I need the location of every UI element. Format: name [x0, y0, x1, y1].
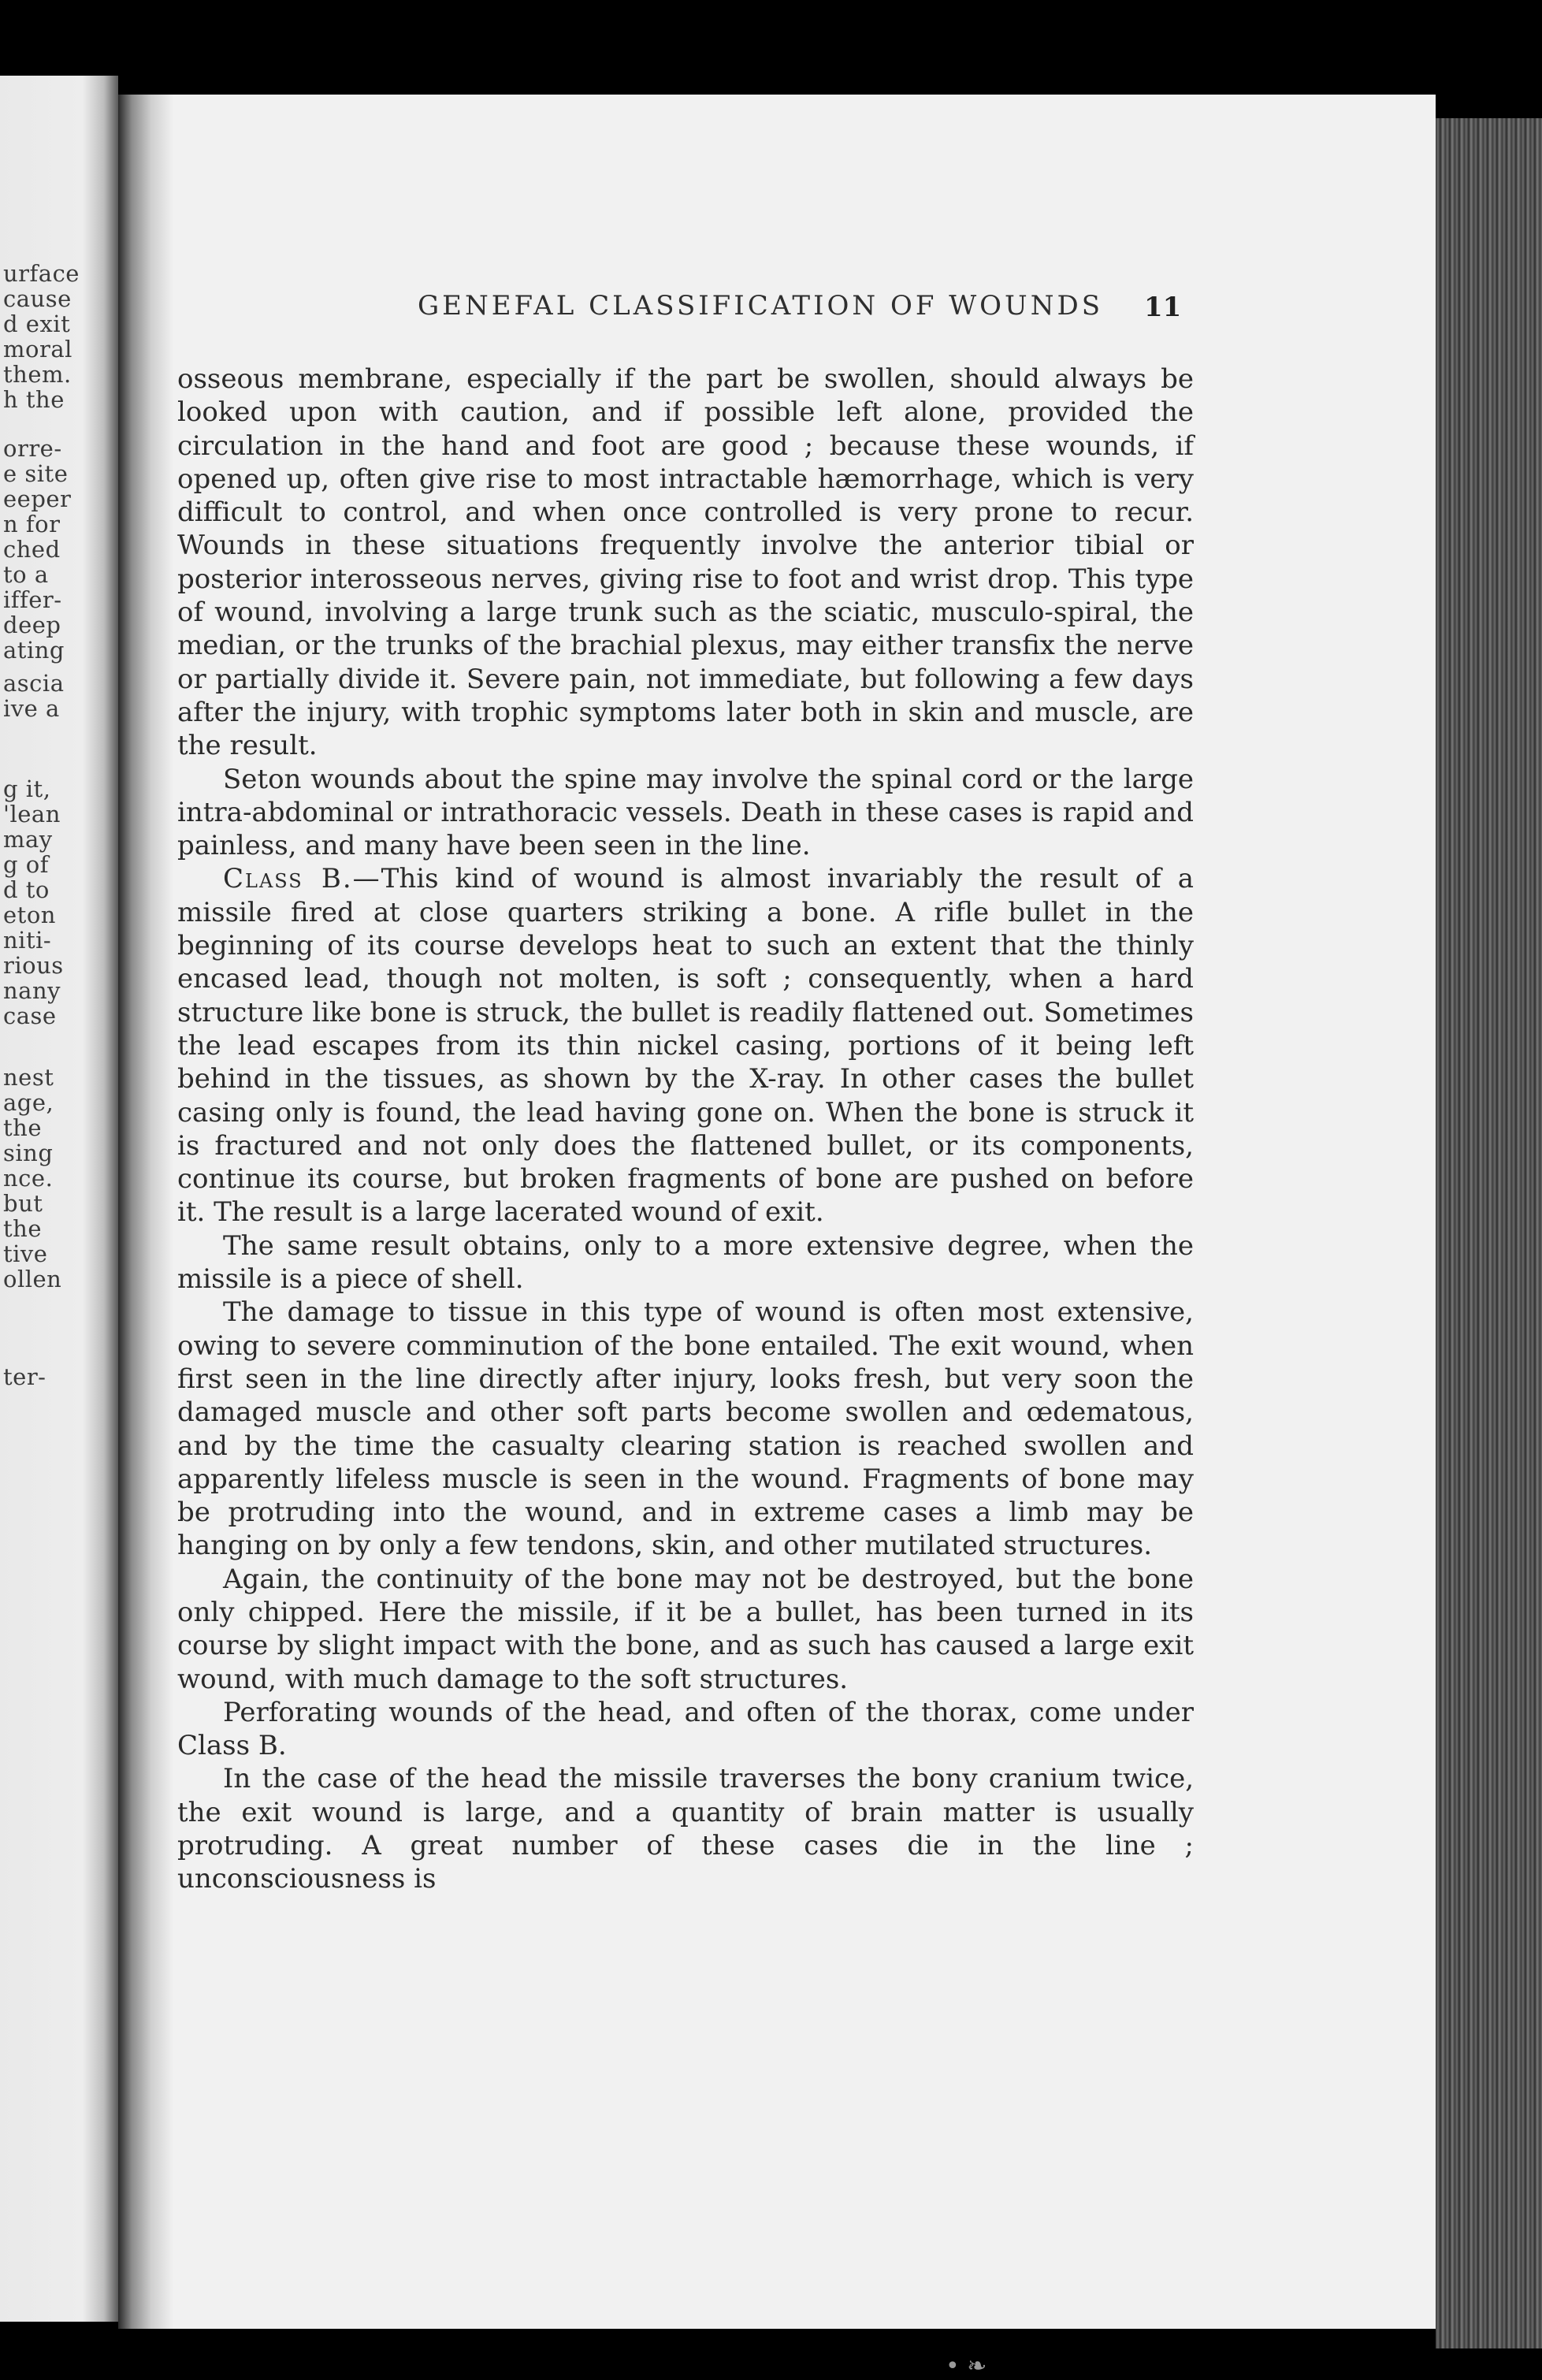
facing-page-text-fragment: nce.	[3, 1165, 54, 1192]
facing-page-text-fragment: eeper	[3, 485, 72, 512]
paragraph: Perforating wounds of the head, and often of the thorax, come under Class B.	[177, 1696, 1194, 1762]
facing-page-text-fragment: them.	[3, 361, 72, 388]
facing-page-text-fragment: orre-	[3, 435, 62, 462]
facing-page-text-fragment: ascia	[3, 670, 65, 697]
paragraph: The same result obtains, only to a more extensive degree, when the missile is a piece of shell.	[177, 1229, 1194, 1296]
facing-page-text-fragment: 'lean	[3, 801, 61, 827]
class-label: Class B.—	[223, 863, 381, 895]
facing-page-text-fragment: h the	[3, 386, 65, 413]
paragraph-text: This kind of wound is almost invariably the result of a missile fired at close quarters striking a bone. A rifle bullet in the beginning of its course develops heat to such an extent that the thinly encased lead, though not molten, is soft ; consequently, when a hard structure like bone is struck, the bullet is readily flattened out. Sometimes the lead escapes from its thin nickel casing, portions of it being left behind in the tissues, as shown by the X-ray. In other cases the bullet casing only is found, the lead having gone on. When the bone is struck it is fractured and not only does the flattened bullet, or its components, continue its course, but broken fragments of bone are pushed on before it. The result is a large lacerated wound of exit.	[177, 863, 1194, 1229]
paragraph: osseous membrane, especially if the part be swollen, should always be looked upon with caution, and if possible left alone, provided the circulation in the hand and foot are good ; because these wounds, if opened up, often give rise to most intractable hæmorrhage, which is very difficult to control, and when once controlled is very prone to recur. Wounds in these situations frequently involve the anterior tibial or posterior interosseous nerves, giving rise to foot and wrist drop. This type of wound, involving a large trunk such as the sciatic, musculo-spiral, the median, or the trunks of the brachial plexus, may either transfix the nerve or partially divide it. Severe pain, not immediate, but following a few days after the injury, with trophic symptoms later both in skin and muscle, are the result.	[177, 363, 1194, 762]
paragraph: Again, the continuity of the bone may not be destroyed, but the bone only chipped. Here the missile, if it be a bullet, has been turned in its course by slight impact with the bone, and as such has caused a large exit wound, with much damage to the soft structures.	[177, 1563, 1194, 1695]
facing-page-text-fragment: cause	[3, 285, 72, 312]
paragraph: The damage to tissue in this type of wound is often most extensive, owing to severe comminution of the bone entailed. The exit wound, when first seen in the line directly after injury, looks fresh, but very soon the damaged muscle and other soft parts become swollen and œdematous, and by the time the casualty clearing station is reached swollen and apparently lifeless muscle is seen in the wound. Fragments of bone may be protruding into the wound, and in extreme cases a limb may be hanging on by only a few tendons, skin, and other mutilated structures.	[177, 1296, 1194, 1562]
page-gutter-shadow	[118, 95, 173, 2329]
paragraph-class-b	[177, 862, 1194, 1229]
facing-page-text-fragment: to a	[3, 561, 49, 588]
facing-page-text-fragment: d exit	[3, 311, 71, 337]
paragraph: Seton wounds about the spine may involve the spinal cord or the large intra-abdominal or intrathoracic vessels. Death in these cases is rapid and painless, and many have been seen in the line.	[177, 763, 1194, 862]
facing-page-text-fragment: niti-	[3, 927, 52, 954]
facing-page-text-fragment: ched	[3, 536, 61, 563]
facing-page-text-fragment: nany	[3, 977, 61, 1004]
facing-page-text-fragment: may	[3, 826, 53, 853]
running-title: GENEFAL CLASSIFICATION OF WOUNDS	[417, 290, 1103, 322]
facing-page-text-fragment: e site	[3, 460, 69, 487]
facing-page-text-fragment: rious	[3, 952, 64, 979]
facing-page-text-fragment: urface	[3, 260, 80, 287]
facing-page-text-fragment: ter-	[3, 1363, 46, 1390]
page-block-edge	[1436, 118, 1542, 2348]
facing-page-text-fragment: eton	[3, 902, 56, 928]
facing-page-text-fragment: tive	[3, 1240, 48, 1267]
facing-page-text-fragment: age,	[3, 1089, 54, 1116]
page-body	[177, 363, 1194, 1896]
facing-page-text-fragment: iffer-	[3, 586, 62, 613]
facing-page-text-fragment: case	[3, 1002, 57, 1029]
facing-page-text-fragment: ating	[3, 637, 65, 664]
facing-page-text-fragment: d to	[3, 876, 50, 903]
facing-page-text-fragment: but	[3, 1190, 43, 1217]
footer-glyphs: • ❧	[946, 2352, 987, 2380]
facing-page-edge	[0, 76, 118, 2322]
facing-page-text-fragment: g it,	[3, 775, 51, 802]
page-number: 11	[1144, 292, 1182, 323]
paragraph: In the case of the head the missile traverses the bony cranium twice, the exit wound is large, and a quantity of brain matter is usually protruding. A great number of these cases die in the line ; unconsciousness is	[177, 1763, 1194, 1895]
facing-page-text-fragment: nest	[3, 1064, 54, 1091]
facing-page-text-fragment: sing	[3, 1140, 54, 1166]
facing-page-text-fragment: g of	[3, 851, 49, 878]
facing-page-text-fragment: n for	[3, 511, 61, 537]
facing-page-text-fragment: moral	[3, 336, 72, 363]
facing-page-text-fragment: the	[3, 1215, 42, 1242]
facing-page-text-fragment: ive a	[3, 695, 60, 722]
facing-page-text-fragment: deep	[3, 612, 61, 638]
facing-page-text-fragment: the	[3, 1114, 42, 1141]
facing-page-text-fragment: ollen	[3, 1266, 62, 1292]
